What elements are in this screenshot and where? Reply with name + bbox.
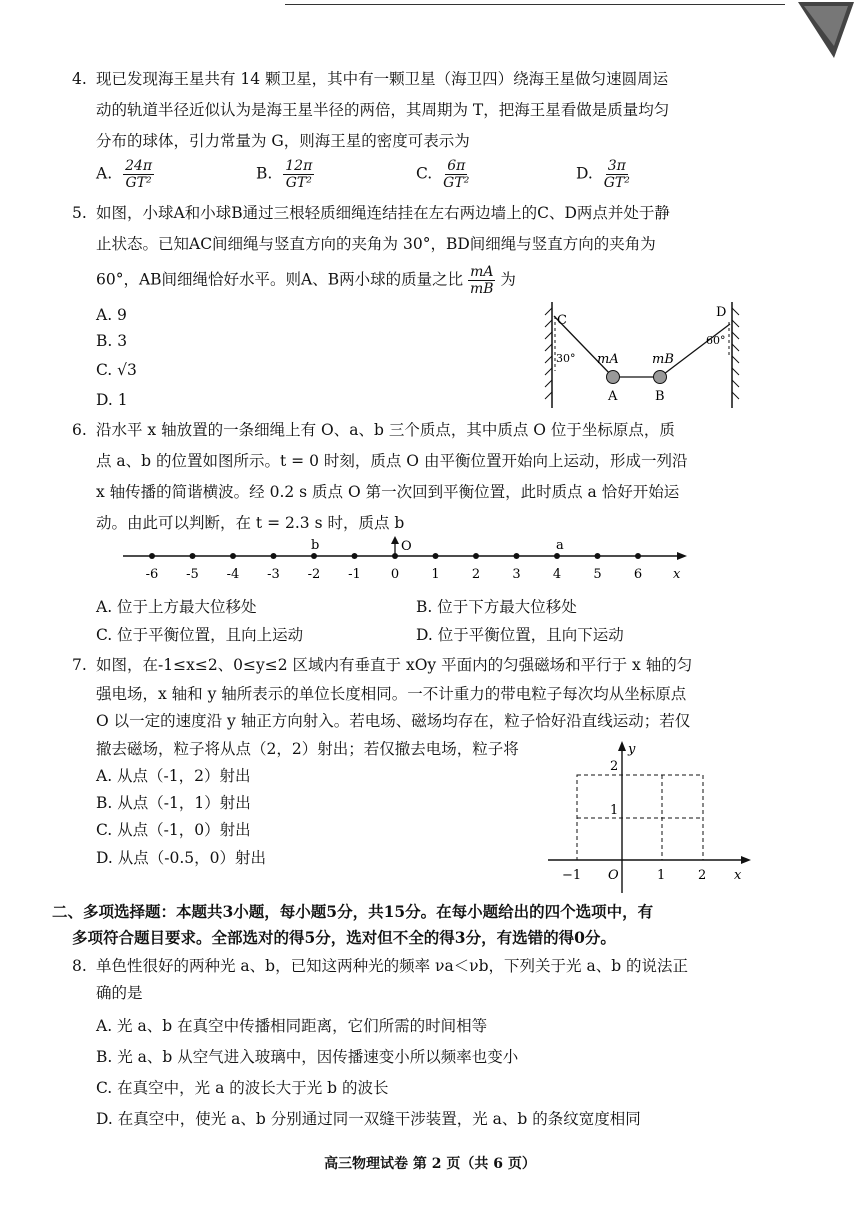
q6-axis-point (311, 553, 317, 559)
q5-label-b: B (655, 389, 665, 404)
q5-label-mb: mB (652, 352, 674, 367)
q4-number: 4. (72, 70, 87, 88)
q4-option-a-num: 24π (125, 158, 153, 174)
q8-option-a: A. 光 a、b 在真空中传播相同距离，它们所需的时间相等 (96, 1017, 488, 1035)
q5-line3 (96, 264, 516, 297)
q6-tick-label: 2 (471, 567, 481, 582)
q7-y1-label: 1 (610, 803, 619, 818)
q6-tick-label: 0 (390, 567, 400, 582)
q6-x-label: x (673, 567, 681, 582)
q6-tick-label: 4 (552, 567, 562, 582)
q5-label-c: C (557, 313, 567, 328)
q6-axis-point (635, 553, 641, 559)
q4-option-a (96, 158, 154, 191)
q5-number: 5. (72, 204, 87, 222)
q7-xm1-label: −1 (562, 868, 582, 883)
q5-angle-right: 60° (706, 334, 726, 347)
q4-option-a-letter: A. (96, 164, 113, 183)
q7-option-c: C. 从点（-1，0）射出 (96, 821, 251, 839)
q6-tick-label: 5 (593, 567, 602, 582)
q5-ratio-den: mB (470, 281, 494, 297)
q6-tick-label: -5 (186, 567, 199, 582)
q6-tick-label: -1 (348, 567, 361, 582)
section-2-line2: 多项符合题目要求。全部选对的得5分，选对但不全的得3分，有选错的得0分。 (72, 928, 616, 947)
q4-option-c-den: GT² (443, 175, 470, 191)
q4-option-b (256, 158, 314, 191)
q6-line1: 沿水平 x 轴放置的一条细绳上有 O、a、b 三个质点，其中质点 O 位于坐标原点，质 (96, 421, 675, 439)
q6-axis-point (514, 553, 520, 559)
q4-line1: 现已发现海王星共有 14 颗卫星，其中有一颗卫星（海卫四）绕海王星做匀速圆周运 (96, 70, 669, 88)
q7-y2-label: 2 (610, 759, 619, 774)
q4-option-c-letter: C. (416, 164, 433, 183)
q4-option-c (416, 158, 469, 191)
q6-axis-point (149, 553, 155, 559)
q6-option-b: B. 位于下方最大位移处 (416, 598, 577, 616)
q7-x-label: x (734, 868, 742, 883)
corner-mark-icon (796, 0, 856, 62)
q7-y-label: y (628, 742, 636, 757)
q4-option-b-num: 12π (285, 158, 313, 174)
q7-origin-label: O (608, 868, 619, 883)
q5-line3-end: 为 (500, 270, 516, 289)
q5-option-d: D. 1 (96, 391, 128, 409)
q5-ratio-num: mA (470, 264, 494, 280)
q4-option-c-num: 6π (447, 158, 466, 174)
q6-option-d: D. 位于平衡位置，且向下运动 (416, 626, 624, 644)
q6-axis-point (190, 553, 196, 559)
q5-figure (540, 296, 750, 414)
q7-option-a: A. 从点（-1，2）射出 (96, 767, 251, 785)
q7-line4: 撤去磁场，粒子将从点（2，2）射出；若仅撤去电场，粒子将 (96, 740, 519, 758)
q8-option-c: C. 在真空中，光 a 的波长大于光 b 的波长 (96, 1079, 389, 1097)
q4-line2: 动的轨道半径近似认为是海王星半径的两倍，其周期为 T，把海王星看做是质量均匀 (96, 101, 670, 119)
q6-tick-label: 3 (512, 567, 521, 582)
q7-x1-label: 1 (657, 868, 666, 883)
q6-tick-label: -4 (226, 567, 240, 582)
q6-axis-point (230, 553, 236, 559)
q6-axis-figure (115, 535, 705, 585)
q5-line1: 如图，小球A和小球B通过三根轻质细绳连结挂在左右两边墙上的C、D两点并处于静 (96, 204, 670, 222)
q8-option-d: D. 在真空中，使光 a、b 分别通过同一双缝干涉装置，光 a、b 的条纹宽度相同 (96, 1110, 641, 1128)
q7-option-d: D. 从点（-0.5，0）射出 (96, 849, 266, 867)
q6-axis-point (595, 553, 601, 559)
q4-option-d-den: GT² (603, 175, 630, 191)
q7-line1: 如图，在-1≤x≤2、0≤y≤2 区域内有垂直于 xOy 平面内的匀强磁场和平行于 x 轴的匀 (96, 656, 693, 674)
q4-option-b-letter: B. (256, 164, 273, 183)
q6-option-c: C. 位于平衡位置，且向上运动 (96, 626, 304, 644)
q5-label-ma: mA (597, 352, 619, 367)
q7-x2-label: 2 (698, 868, 707, 883)
q4-option-b-den: GT² (285, 175, 312, 191)
q6-line2: 点 a、b 的位置如图所示。t = 0 时刻，质点 O 由平衡位置开始向上运动，形成一列沿 (96, 452, 688, 470)
q6-label-o: O (401, 539, 412, 554)
q6-line4: 动。由此可以判断，在 t = 2.3 s 时，质点 b (96, 514, 405, 532)
q6-tick-label: -2 (307, 567, 321, 582)
q6-axis-point (352, 553, 358, 559)
q6-line3: x 轴传播的简谐横波。经 0.2 s 质点 O 第一次回到平衡位置，此时质点 a 恰好开始运 (96, 483, 680, 501)
q6-axis-point (473, 553, 479, 559)
q5-option-a: A. 9 (96, 306, 127, 324)
q6-label-b: b (311, 538, 320, 553)
section-2-line1: 二、多项选择题：本题共3小题，每小题5分，共15分。在每小题给出的四个选项中，有 (52, 902, 654, 921)
q4-option-d (576, 158, 630, 191)
q5-line3-text: 60°，AB间细绳恰好水平。则A、B两小球的质量之比 (96, 270, 464, 289)
q6-option-a: A. 位于上方最大位移处 (96, 598, 257, 616)
q6-tick-label: 1 (431, 567, 440, 582)
q5-option-c: C. √3 (96, 361, 137, 379)
q6-tick-label: -3 (267, 567, 280, 582)
q4-option-d-num: 3π (607, 158, 626, 174)
q7-figure (540, 738, 760, 896)
q7-number: 7. (72, 656, 87, 674)
q5-option-b: B. 3 (96, 332, 128, 350)
q8-option-b: B. 光 a、b 从空气进入玻璃中，因传播速变小所以频率也变小 (96, 1048, 519, 1066)
q6-tick-label: 6 (633, 567, 643, 582)
q7-line3: O 以一定的速度沿 y 轴正方向射入。若电场、磁场均存在，粒子恰好沿直线运动；若仅 (96, 712, 691, 730)
q7-line2: 强电场，x 轴和 y 轴所表示的单位长度相同。一不计重力的带电粒子每次均从坐标原点 (96, 685, 687, 703)
q6-axis-point (433, 553, 439, 559)
q6-number: 6. (72, 421, 87, 439)
q4-option-a-den: GT² (125, 175, 152, 191)
q5-label-a: A (608, 389, 618, 404)
q6-label-a: a (556, 538, 564, 553)
q8-number: 8. (72, 957, 87, 975)
q4-option-d-letter: D. (576, 164, 593, 183)
q5-label-d: D (716, 305, 727, 320)
q4-line3: 分布的球体，引力常量为 G，则海王星的密度可表示为 (96, 132, 470, 150)
header-rule (285, 4, 785, 5)
q5-angle-left: 30° (556, 352, 576, 365)
page-footer: 高三物理试卷 第 2 页（共 6 页） (324, 1156, 536, 1172)
q6-tick-label: -6 (145, 567, 159, 582)
q8-line2: 确的是 (96, 984, 143, 1002)
q5-line2: 止状态。已知AC间细绳与竖直方向的夹角为 30°，BD间细绳与竖直方向的夹角为 (96, 235, 656, 253)
q7-option-b: B. 从点（-1，1）射出 (96, 794, 251, 812)
q6-axis-point (554, 553, 560, 559)
q8-line1: 单色性很好的两种光 a、b，已知这两种光的频率 νa＜νb，下列关于光 a、b 的说法正 (96, 957, 689, 975)
q6-axis-point (271, 553, 277, 559)
